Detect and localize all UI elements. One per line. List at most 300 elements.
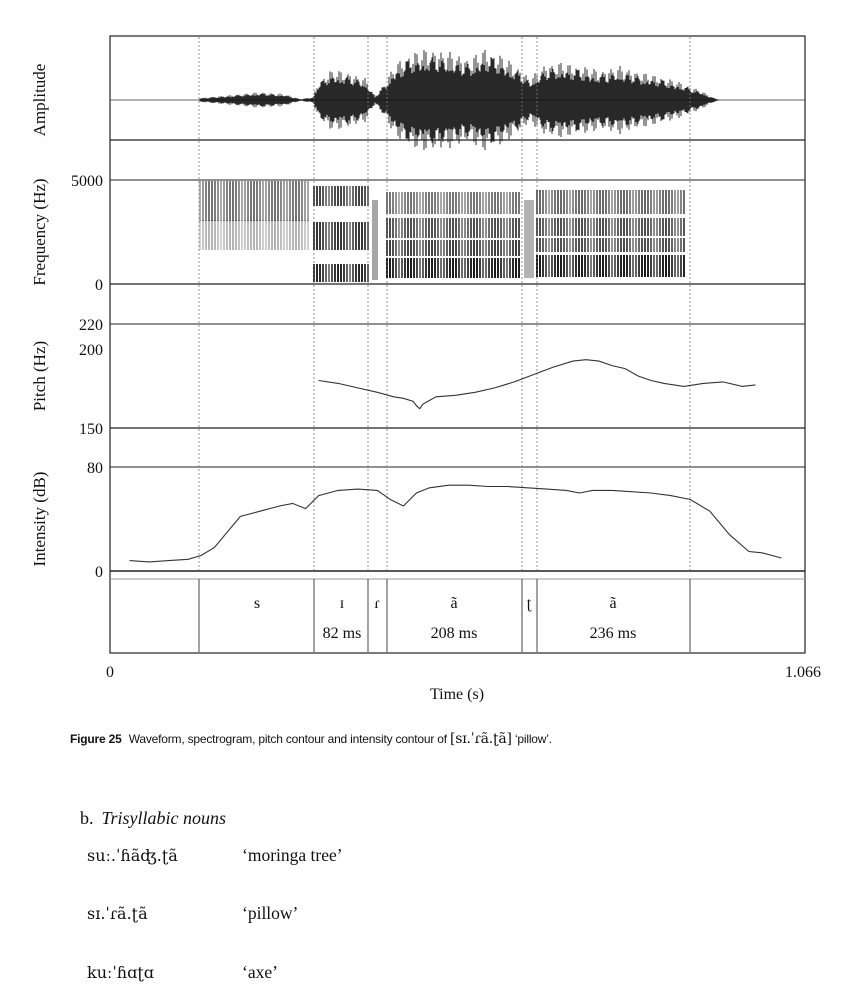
- section-marker: b.: [80, 808, 94, 828]
- spectrogram-cell: [602, 238, 604, 252]
- spectrogram-cell: [554, 218, 556, 236]
- spectrogram-cell: [674, 218, 676, 236]
- spectrogram-cell: [476, 192, 478, 214]
- spectrogram-cell: [575, 238, 577, 252]
- spectrogram-cell: [566, 218, 568, 236]
- spectrogram-cell: [668, 255, 670, 277]
- spectrogram-cell: [629, 190, 631, 214]
- spectrogram-cell: [614, 238, 616, 252]
- spectrogram-cell: [584, 218, 586, 236]
- spectrogram-cell: [545, 218, 547, 236]
- spectrogram-cell: [274, 220, 276, 250]
- spectrogram-cell: [644, 218, 646, 236]
- spectrogram-cell: [647, 238, 649, 252]
- spectrogram-cell: [389, 218, 391, 238]
- spectrogram-cell: [250, 220, 252, 250]
- spectrogram-cell: [566, 238, 568, 252]
- spectrogram-cell: [208, 181, 210, 221]
- spectrogram-cell: [668, 218, 670, 236]
- figure-frame: [110, 36, 805, 653]
- spectrogram-cell: [226, 181, 228, 221]
- spectrogram-cell: [283, 181, 285, 221]
- spectrogram-cell: [494, 258, 496, 278]
- spectrogram-cell: [635, 218, 637, 236]
- spectrogram-cell: [665, 238, 667, 252]
- spectrogram-cell: [479, 192, 481, 214]
- spectrogram-cell: [683, 218, 685, 236]
- spectrogram-cell: [428, 192, 430, 214]
- spectrogram-cell: [545, 238, 547, 252]
- spectrogram-cell: [268, 220, 270, 250]
- spectrogram-cell: [349, 222, 351, 250]
- word-gloss: ‘axe’: [242, 962, 278, 982]
- spectrogram-cell: [404, 192, 406, 214]
- spectrogram-cell: [241, 220, 243, 250]
- spectrogram-cell: [590, 218, 592, 236]
- spectrogram-cell: [575, 218, 577, 236]
- spectrogram-cell: [656, 238, 658, 252]
- spectrogram-cell: [340, 264, 342, 282]
- spectrogram-cell: [274, 181, 276, 221]
- spectrogram-cell: [419, 240, 421, 256]
- spectrogram-cell: [623, 190, 625, 214]
- spectrogram-cell: [325, 222, 327, 250]
- spectrogram-cell: [244, 181, 246, 221]
- section-title: Trisyllabic nouns: [101, 808, 227, 828]
- spectrogram-cell: [434, 240, 436, 256]
- spectrogram-cell: [304, 181, 306, 221]
- spectrogram-cell: [437, 192, 439, 214]
- spectrogram-cell: [656, 190, 658, 214]
- spectrogram-cell: [346, 186, 348, 206]
- spectrogram-cell: [316, 186, 318, 206]
- spectrogram-cell: [671, 218, 673, 236]
- spectrogram-cell: [557, 190, 559, 214]
- spectrogram-cell: [683, 238, 685, 252]
- spectrogram-cell: [641, 218, 643, 236]
- spectrogram-cell: [659, 190, 661, 214]
- spectrogram-cell: [671, 190, 673, 214]
- spectrogram-cell: [464, 240, 466, 256]
- spectrogram-cell: [322, 186, 324, 206]
- spectrogram-cell: [563, 255, 565, 277]
- x-axis-start: 0: [106, 664, 114, 681]
- spectrogram-cell: [401, 240, 403, 256]
- spectrogram-cell: [268, 181, 270, 221]
- spectrogram-cell: [458, 218, 460, 238]
- spectrogram-cell: [476, 240, 478, 256]
- spectrogram-cell: [410, 218, 412, 238]
- spectrogram-cell: [446, 258, 448, 278]
- spectrogram-cell: [389, 240, 391, 256]
- spectrogram-cell: [539, 255, 541, 277]
- pitch-tick-220: 220: [79, 317, 103, 334]
- spectrogram-cell: [644, 238, 646, 252]
- caption-gloss: ‘pillow’.: [514, 732, 552, 746]
- spectrogram-cell: [292, 181, 294, 221]
- spectrogram-cell: [449, 218, 451, 238]
- spectrogram-cell: [271, 220, 273, 250]
- spectrogram-cell: [644, 190, 646, 214]
- spectrogram-cell: [223, 220, 225, 250]
- spectrogram-cell: [503, 258, 505, 278]
- spectrogram-cell: [506, 218, 508, 238]
- spectrogram-cell: [280, 220, 282, 250]
- spectrogram-cell: [518, 258, 520, 278]
- spectrogram-cell: [304, 220, 306, 250]
- spectrogram-cell: [407, 192, 409, 214]
- spectrogram-cell: [602, 255, 604, 277]
- spectrogram-cell: [256, 220, 258, 250]
- spectrogram-cell: [211, 181, 213, 221]
- spectrogram-cell: [611, 218, 613, 236]
- spectrogram-cell: [235, 220, 237, 250]
- spectrogram-cell: [617, 238, 619, 252]
- spectrogram-cell: [557, 238, 559, 252]
- spectrogram-cell: [569, 218, 571, 236]
- list-item: [87, 903, 587, 929]
- intensity-tick-0: 0: [95, 564, 103, 581]
- spectrogram-cell: [352, 186, 354, 206]
- spectrogram-cell: [443, 192, 445, 214]
- spectrogram-cell: [452, 192, 454, 214]
- spectrogram-cell: [334, 264, 336, 282]
- spectrogram-cell: [680, 255, 682, 277]
- spectrogram-cell: [515, 218, 517, 238]
- spectrogram-cell: [425, 192, 427, 214]
- spectrogram-cell: [584, 255, 586, 277]
- spectrogram-cell: [395, 192, 397, 214]
- spectrogram-cell: [458, 240, 460, 256]
- spectrogram-cell: [286, 181, 288, 221]
- spectrogram-cell: [683, 255, 685, 277]
- spectrogram-cell: [452, 218, 454, 238]
- spectrogram-cell: [647, 218, 649, 236]
- spectrogram-cell: [677, 238, 679, 252]
- spectrogram-cell: [575, 190, 577, 214]
- spectrogram-cell: [259, 220, 261, 250]
- spectrogram-cell: [608, 238, 610, 252]
- spectrogram-cell: [301, 220, 303, 250]
- spectrogram-cell: [668, 190, 670, 214]
- spectrogram-cell: [554, 238, 556, 252]
- spectrogram-cell: [512, 218, 514, 238]
- waveform-trace: [200, 50, 720, 150]
- spectrogram-cell: [202, 181, 204, 221]
- x-axis-label: Time (s): [429, 686, 485, 703]
- spectrogram-cell: [422, 240, 424, 256]
- spectrogram-cell: [497, 258, 499, 278]
- spectrogram-cell: [395, 240, 397, 256]
- amplitude-label: Amplitude: [30, 63, 49, 137]
- figure-caption: [70, 731, 830, 747]
- spectrogram-cell: [316, 222, 318, 250]
- spectrogram-cell: [596, 238, 598, 252]
- spectrogram-cell: [271, 181, 273, 221]
- spectrogram-cell: [461, 258, 463, 278]
- spectrogram-cell: [599, 218, 601, 236]
- spectrogram: [199, 181, 685, 282]
- spectrogram-cell: [422, 258, 424, 278]
- spectrogram-cell: [343, 186, 345, 206]
- spectrogram-cell: [301, 181, 303, 221]
- spectrogram-cell: [494, 240, 496, 256]
- segment-label: ã: [609, 595, 617, 612]
- spectrogram-cell: [545, 255, 547, 277]
- spectrogram-cell: [404, 258, 406, 278]
- spectrogram-cell: [551, 255, 553, 277]
- spectrogram-cell: [461, 240, 463, 256]
- spectrogram-cell: [653, 238, 655, 252]
- spectrogram-cell: [605, 218, 607, 236]
- spectrogram-cell: [419, 192, 421, 214]
- spectrogram-cell: [440, 218, 442, 238]
- spectrogram-cell: [449, 192, 451, 214]
- spectrogram-cell: [635, 255, 637, 277]
- spectrogram-cell: [578, 218, 580, 236]
- spectrogram-cell: [464, 192, 466, 214]
- spectrogram-cell: [557, 218, 559, 236]
- spectrogram-cell: [449, 240, 451, 256]
- spectrogram-cell: [398, 192, 400, 214]
- spectrogram-cell: [659, 238, 661, 252]
- spectrogram-cell: [343, 264, 345, 282]
- spectrogram-cell: [500, 218, 502, 238]
- spectrogram-cell: [265, 181, 267, 221]
- spectrogram-cell: [392, 192, 394, 214]
- spectrogram-cell: [662, 238, 664, 252]
- spectrogram-cell: [614, 255, 616, 277]
- spectrogram-cell: [653, 190, 655, 214]
- spectrogram-cell: [352, 264, 354, 282]
- spectrogram-cell: [497, 218, 499, 238]
- spectrogram-cell: [458, 192, 460, 214]
- spectrogram-cell: [605, 238, 607, 252]
- segment-duration: 208 ms: [430, 625, 478, 642]
- spectrogram-cell: [395, 258, 397, 278]
- spectrogram-cell: [416, 258, 418, 278]
- spectrogram-cell: [506, 258, 508, 278]
- spectrogram-cell: [392, 240, 394, 256]
- spectrogram-cell: [581, 218, 583, 236]
- spectrogram-cell: [620, 218, 622, 236]
- word-ipa: sɪ.ˈɾã.ʈã: [87, 904, 148, 923]
- spectrogram-cell: [482, 240, 484, 256]
- spectrogram-cell: [560, 190, 562, 214]
- spectrogram-cell: [464, 218, 466, 238]
- spectrogram-cell: [653, 218, 655, 236]
- spectrogram-cell: [647, 190, 649, 214]
- spectrogram-cell: [614, 218, 616, 236]
- spectrogram-cell: [599, 255, 601, 277]
- section-heading: [80, 808, 226, 829]
- spectrogram-cell: [650, 190, 652, 214]
- spectrogram-cell: [605, 255, 607, 277]
- spectrogram-cell: [587, 238, 589, 252]
- spectrogram-cell: [632, 218, 634, 236]
- spectrogram-cell: [587, 190, 589, 214]
- spectrogram-cell: [434, 258, 436, 278]
- spectrogram-cell: [551, 238, 553, 252]
- pitch-tick-200: 200: [79, 342, 103, 359]
- spectrogram-cell: [590, 255, 592, 277]
- spectrogram-cell: [217, 181, 219, 221]
- pitch-tick-150: 150: [79, 421, 103, 438]
- spectrogram-cell: [214, 220, 216, 250]
- spectrogram-cell: [566, 190, 568, 214]
- spectrogram-cell: [677, 255, 679, 277]
- spectrogram-cell: [485, 258, 487, 278]
- x-axis-end: 1.066: [785, 664, 821, 681]
- spectrogram-cell: [361, 264, 363, 282]
- spectrogram-cell: [494, 192, 496, 214]
- spectrogram-cell: [250, 181, 252, 221]
- spectrogram-cell: [328, 186, 330, 206]
- spectrogram-cell: [416, 218, 418, 238]
- spectrogram-cell: [440, 192, 442, 214]
- spectrogram-cell: [407, 218, 409, 238]
- spectrogram-cell: [581, 255, 583, 277]
- spectrogram-cell: [355, 264, 357, 282]
- spectrogram-cell: [431, 218, 433, 238]
- spectrogram-cell: [620, 255, 622, 277]
- spectrogram-cell: [641, 255, 643, 277]
- spectrogram-cell: [372, 200, 378, 280]
- spectrogram-cell: [560, 218, 562, 236]
- spectrogram-cell: [343, 222, 345, 250]
- spectrogram-cell: [671, 255, 673, 277]
- spectrogram-cell: [506, 192, 508, 214]
- spectrogram-cell: [593, 218, 595, 236]
- list-item: [87, 845, 587, 871]
- spectrogram-cell: [542, 218, 544, 236]
- spectrogram-cell: [659, 255, 661, 277]
- spectrogram-cell: [557, 255, 559, 277]
- spectrogram-cell: [298, 181, 300, 221]
- spectrogram-cell: [247, 181, 249, 221]
- caption-label: Figure 25: [70, 732, 122, 746]
- spectrogram-cell: [319, 222, 321, 250]
- spectrogram-cell: [205, 181, 207, 221]
- spectrogram-cell: [220, 220, 222, 250]
- spectrogram-cell: [596, 218, 598, 236]
- spectrogram-cell: [497, 192, 499, 214]
- spectrogram-cell: [644, 255, 646, 277]
- spectrogram-cell: [401, 218, 403, 238]
- spectrogram-cell: [581, 190, 583, 214]
- spectrogram-cell: [325, 186, 327, 206]
- spectrogram-cell: [611, 238, 613, 252]
- spectrogram-cell: [358, 186, 360, 206]
- spectrogram-cell: [482, 258, 484, 278]
- spectrogram-cell: [292, 220, 294, 250]
- spectrogram-cell: [401, 258, 403, 278]
- spectrogram-cell: [563, 218, 565, 236]
- spectrogram-cell: [650, 255, 652, 277]
- spectrogram-cell: [626, 238, 628, 252]
- spectrogram-cell: [446, 240, 448, 256]
- intensity-label: Intensity (dB): [30, 471, 49, 567]
- spectrogram-cell: [677, 190, 679, 214]
- spectrogram-cell: [488, 240, 490, 256]
- spectrogram-cell: [220, 181, 222, 221]
- spectrogram-cell: [497, 240, 499, 256]
- spectrogram-cell: [641, 190, 643, 214]
- spectrogram-cell: [238, 220, 240, 250]
- spectrogram-cell: [473, 218, 475, 238]
- spectrogram-cell: [509, 218, 511, 238]
- spectrogram-cell: [413, 258, 415, 278]
- spectrogram-cell: [488, 258, 490, 278]
- spectrogram-cell: [238, 181, 240, 221]
- spectrogram-cell: [629, 218, 631, 236]
- spectrogram-cell: [256, 181, 258, 221]
- spectrogram-cell: [500, 192, 502, 214]
- spectrogram-cell: [437, 240, 439, 256]
- spectrogram-cell: [440, 240, 442, 256]
- spectrogram-cell: [440, 258, 442, 278]
- spectrogram-cell: [419, 258, 421, 278]
- spectrogram-cell: [638, 238, 640, 252]
- spectrogram-cell: [431, 258, 433, 278]
- spectrogram-cell: [334, 222, 336, 250]
- spectrogram-cell: [611, 190, 613, 214]
- spectrogram-cell: [346, 264, 348, 282]
- spectrogram-cell: [232, 181, 234, 221]
- spectrogram-cell: [605, 190, 607, 214]
- spectrogram-cell: [452, 240, 454, 256]
- caption-ipa: [sɪ.ˈɾã.ʈã]: [450, 731, 512, 747]
- spectrogram-cell: [665, 190, 667, 214]
- spectrogram-cell: [446, 218, 448, 238]
- spectrogram-cell: [515, 240, 517, 256]
- spectrogram-cell: [482, 218, 484, 238]
- spectrogram-cell: [650, 238, 652, 252]
- spectrogram-cell: [503, 218, 505, 238]
- spectrogram-cell: [458, 258, 460, 278]
- spectrogram-cell: [298, 220, 300, 250]
- spectrogram-cell: [229, 220, 231, 250]
- spectrogram-cell: [352, 222, 354, 250]
- spectrogram-cell: [340, 222, 342, 250]
- spectrogram-cell: [331, 222, 333, 250]
- spectrogram-cell: [337, 186, 339, 206]
- spectrogram-cell: [241, 181, 243, 221]
- spectrogram-cell: [479, 240, 481, 256]
- spectrogram-cell: [659, 218, 661, 236]
- spectrogram-cell: [244, 220, 246, 250]
- spectrogram-cell: [262, 181, 264, 221]
- spectrogram-cell: [355, 186, 357, 206]
- spectrogram-cell: [572, 190, 574, 214]
- spectrogram-cell: [428, 258, 430, 278]
- spectrogram-cell: [620, 190, 622, 214]
- spectrogram-cell: [593, 190, 595, 214]
- spectrogram-cell: [364, 264, 366, 282]
- spectrogram-cell: [443, 218, 445, 238]
- spectrogram-cell: [307, 181, 309, 221]
- spectrogram-cell: [602, 190, 604, 214]
- spectrogram-cell: [289, 181, 291, 221]
- spectrogram-cell: [680, 238, 682, 252]
- segment-label: ɪ: [339, 595, 345, 612]
- spectrogram-cell: [328, 264, 330, 282]
- spectrogram-cell: [223, 181, 225, 221]
- spectrogram-cell: [479, 258, 481, 278]
- spectrogram-cell: [542, 238, 544, 252]
- spectrogram-cell: [512, 240, 514, 256]
- spectrogram-cell: [355, 222, 357, 250]
